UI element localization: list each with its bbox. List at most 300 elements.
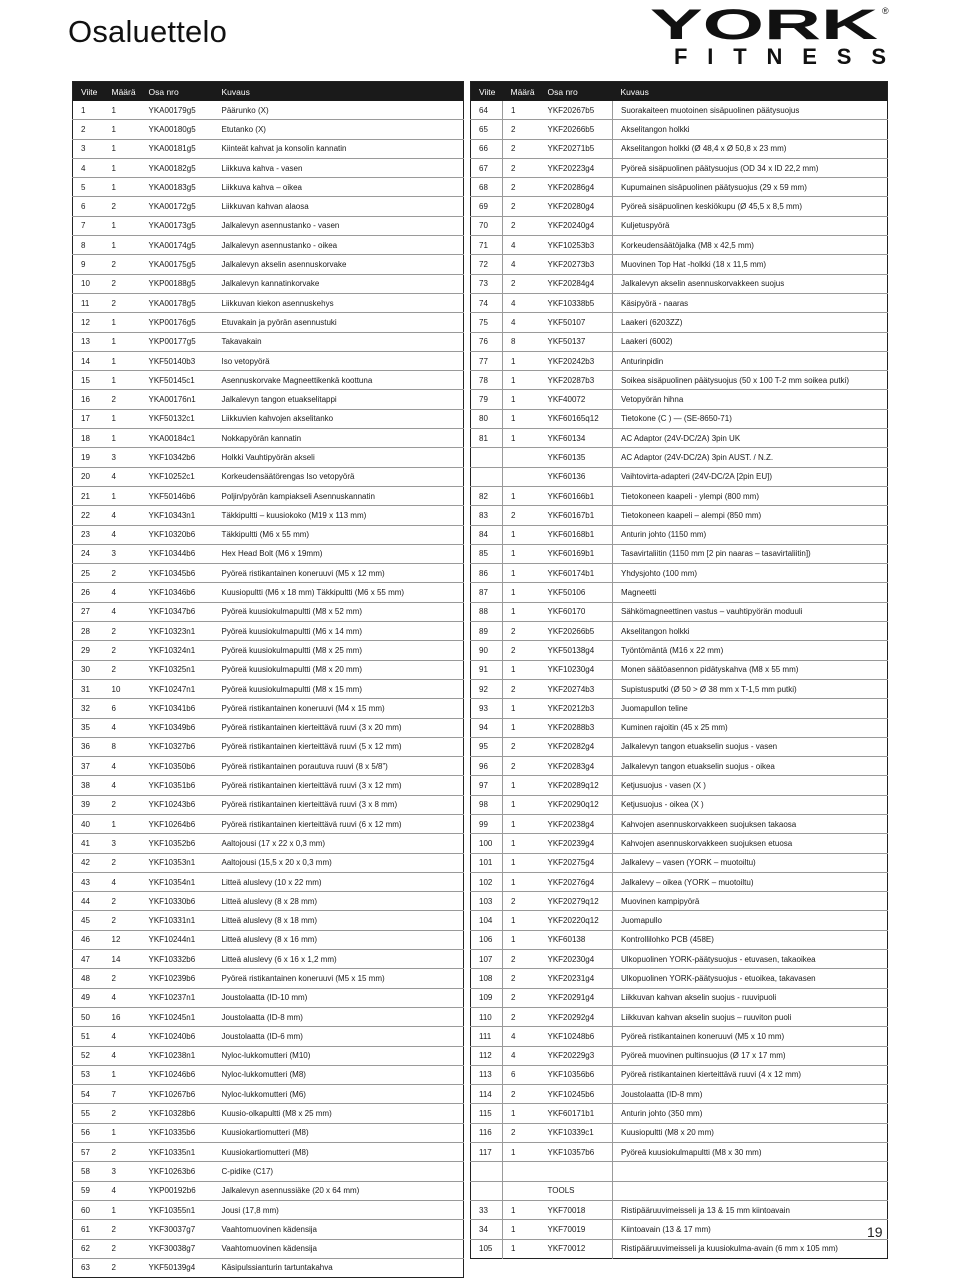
cell-maara: 2 (503, 1085, 540, 1104)
cell-maara: 1 (503, 351, 540, 370)
cell-kuvaus: Pyöreä ristikantainen porautuva ruuvi (8 x 5/8”) (214, 757, 464, 776)
table-row (73, 853, 464, 872)
cell-kuvaus (613, 1181, 888, 1200)
cell-osa-nro: YKF40072 (540, 390, 613, 409)
cell-osa-nro: YKA00181g5 (141, 139, 214, 158)
header-maara: Määrä (503, 82, 540, 102)
table-row (471, 930, 888, 949)
table-row (73, 544, 464, 563)
cell-viite: 86 (471, 564, 503, 583)
cell-osa-nro: YKF10335n1 (141, 1143, 214, 1162)
logo-york-text: YORK (650, 2, 878, 49)
cell-osa-nro: YKF10341b6 (141, 699, 214, 718)
cell-viite: 104 (471, 911, 503, 930)
cell-kuvaus: Supistusputki (Ø 50 > Ø 38 mm x T-1,5 mm putki) (613, 679, 888, 698)
cell-viite: 60 (73, 1200, 104, 1219)
table-row (73, 795, 464, 814)
cell-viite: 99 (471, 814, 503, 833)
cell-maara: 1 (503, 776, 540, 795)
cell-osa-nro: YKF10339c1 (540, 1123, 613, 1142)
cell-osa-nro: YKP00177g5 (141, 332, 214, 351)
cell-maara: 1 (503, 1143, 540, 1162)
cell-osa-nro: YKF10245b6 (540, 1085, 613, 1104)
table-row (471, 506, 888, 525)
cell-osa-nro: YKP00176g5 (141, 313, 214, 332)
cell-osa-nro: YKF10320b6 (141, 525, 214, 544)
table-row (73, 602, 464, 621)
table-row (471, 699, 888, 718)
cell-maara: 1 (503, 911, 540, 930)
cell-kuvaus: Poljin/pyörän kampiakseli Asennuskannatin (214, 486, 464, 505)
cell-maara: 2 (104, 274, 141, 293)
cell-viite: 53 (73, 1065, 104, 1084)
cell-kuvaus: Takavakain (214, 332, 464, 351)
table-row (471, 313, 888, 332)
cell-viite: 34 (471, 1220, 503, 1239)
cell-kuvaus: Päärunko (X) (221, 105, 269, 115)
cell-maara: 1 (104, 313, 141, 332)
cell-osa-nro: YKF50140b3 (141, 351, 214, 370)
cell-kuvaus: Jalkalevy – vasen (YORK – muotoiltu) (613, 853, 888, 872)
cell-maara: 1 (503, 371, 540, 390)
cell-maara (503, 448, 540, 467)
cell-osa-nro: YKF10350b6 (141, 757, 214, 776)
table-header-row (471, 82, 888, 102)
cell-kuvaus: Laakeri (6002) (613, 332, 888, 351)
cell-maara: 2 (503, 120, 540, 139)
table-row (73, 622, 464, 641)
cell-maara: 2 (104, 660, 141, 679)
cell-viite: 55 (73, 1104, 104, 1123)
cell-viite: 62 (73, 1239, 104, 1258)
cell-kuvaus: Kuminen rajoitin (45 x 25 mm) (613, 718, 888, 737)
cell-osa-nro: YKF20282g4 (540, 737, 613, 756)
cell-kuvaus: Liikkuvan kiekon asennuskehys (214, 293, 464, 312)
cell-viite (471, 467, 503, 486)
cell-maara: 1 (104, 158, 141, 177)
cell-maara: 1 (503, 930, 540, 949)
cell-kuvaus: Tietokoneen kaapeli – alempi (850 mm) (613, 506, 888, 525)
table-row (471, 853, 888, 872)
cell-osa-nro: YKF10328b6 (141, 1104, 214, 1123)
cell-kuvaus: Litteä aluslevy (6 x 16 x 1,2 mm) (214, 950, 464, 969)
cell-maara: 1 (503, 1104, 540, 1123)
cell-maara: 2 (503, 988, 540, 1007)
cell-kuvaus: Korkeudensäätöjalka (M8 x 42,5 mm) (613, 236, 888, 255)
cell-osa-nro: YKF30037g7 (141, 1220, 214, 1239)
cell-kuvaus: Pyöreä ristikantainen koneruuvi (M5 x 10 mm) (613, 1027, 888, 1046)
cell-kuvaus: Pyöreä ristikantainen kierteittävä ruuvi (3 x 20 mm) (214, 718, 464, 737)
table-row (471, 988, 888, 1007)
table-row (471, 814, 888, 833)
cell-maara: 2 (503, 757, 540, 776)
cell-maara: 4 (104, 1046, 141, 1065)
table-row (73, 583, 464, 602)
cell-maara: 1 (104, 332, 141, 351)
cell-kuvaus: Ulkopuolinen YORK-päätysuojus - etuoikea, takavasen (613, 969, 888, 988)
cell-osa-nro: YKF10253b3 (540, 236, 613, 255)
cell-maara: 2 (503, 950, 540, 969)
cell-osa-nro: YKA00179g5 (148, 105, 196, 115)
table-row (73, 506, 464, 525)
cell-osa-nro: YKF10263b6 (141, 1162, 214, 1181)
cell-kuvaus: Joustolaatta (ID-8 mm) (214, 1007, 464, 1026)
cell-osa-nro: YKF10267b6 (141, 1085, 214, 1104)
cell-osa-nro: YKF20266b5 (540, 622, 613, 641)
cell-viite: 98 (471, 795, 503, 814)
cell-kuvaus: Pyöreä kuusiokulmapultti (M8 x 20 mm) (214, 660, 464, 679)
cell-viite: 7 (73, 216, 104, 235)
cell-viite: 110 (471, 1007, 503, 1026)
cell-maara: 6 (503, 1065, 540, 1084)
cell-kuvaus: Pyöreä kuusiokulmapultti (M8 x 25 mm) (214, 641, 464, 660)
cell-maara: 2 (104, 853, 141, 872)
cell-kuvaus: Jalkalevyn tangon etuakselitappi (214, 390, 464, 409)
cell-kuvaus: Kupumainen sisäpuolinen päätysuojus (29 x 59 mm) (613, 178, 888, 197)
cell-maara: 4 (503, 1027, 540, 1046)
table-row (73, 390, 464, 409)
cell-kuvaus: Jalkalevyn asennussiäke (20 x 64 mm) (214, 1181, 464, 1200)
table-row (73, 371, 464, 390)
cell-osa-nro: YKF10353n1 (141, 853, 214, 872)
table-row (73, 139, 464, 158)
cell-maara (503, 1162, 540, 1181)
cell-kuvaus: Litteä aluslevy (8 x 18 mm) (214, 911, 464, 930)
cell-maara: 1 (503, 602, 540, 621)
table-row (73, 1220, 464, 1239)
cell-osa-nro: YKF60134 (540, 429, 613, 448)
cell-viite: 52 (73, 1046, 104, 1065)
cell-maara: 1 (503, 795, 540, 814)
cell-maara: 1 (104, 371, 141, 390)
cell-maara: 1 (503, 814, 540, 833)
cell-kuvaus: Muovinen Top Hat -holkki (18 x 11,5 mm) (613, 255, 888, 274)
cell-viite: 102 (471, 872, 503, 891)
cell-viite: 49 (73, 988, 104, 1007)
cell-maara: 2 (104, 892, 141, 911)
cell-osa-nro: YKF70012 (540, 1239, 613, 1258)
table-row (471, 467, 888, 486)
table-row (471, 950, 888, 969)
cell-maara: 4 (104, 988, 141, 1007)
cell-viite: 15 (73, 371, 104, 390)
cell-maara: 4 (104, 872, 141, 891)
cell-maara: 4 (503, 313, 540, 332)
cell-kuvaus (613, 1162, 888, 1181)
cell-kuvaus: Vetopyörän hihna (613, 390, 888, 409)
cell-osa-nro: YKF20267b5 (547, 105, 595, 115)
cell-osa-nro: YKF10335b6 (141, 1123, 214, 1142)
table-row (73, 216, 464, 235)
cell-maara: 4 (503, 1046, 540, 1065)
table-row (73, 1200, 464, 1219)
cell-osa-nro: YKF10356b6 (540, 1065, 613, 1084)
cell-osa-nro: YKF60167b1 (540, 506, 613, 525)
cell-viite: 68 (471, 178, 503, 197)
cell-kuvaus: Liikkuva kahva - vasen (214, 158, 464, 177)
cell-maara: 4 (503, 293, 540, 312)
cell-maara: 2 (104, 197, 141, 216)
cell-maara: 2 (503, 679, 540, 698)
cell-kuvaus: Kuusio-olkapultti (M8 x 25 mm) (214, 1104, 464, 1123)
table-row (471, 757, 888, 776)
cell-kuvaus: Akselitangon holkki (613, 120, 888, 139)
table-row (73, 448, 464, 467)
cell-viite: 9 (73, 255, 104, 274)
cell-maara: 2 (104, 564, 141, 583)
cell-viite: 47 (73, 950, 104, 969)
cell-kuvaus: AC Adaptor (24V-DC/2A) 3pin UK (613, 429, 888, 448)
cell-maara: 8 (503, 332, 540, 351)
cell-maara: 2 (503, 158, 540, 177)
table-row (471, 1104, 888, 1123)
cell-osa-nro: YKF10324n1 (141, 641, 214, 660)
cell-viite: 10 (73, 274, 104, 293)
cell-viite: 64 (471, 101, 503, 120)
cell-osa-nro: YKF60171b1 (540, 1104, 613, 1123)
cell-kuvaus: AC Adaptor (24V-DC/2A) 3pin AUST. / N.Z. (613, 448, 888, 467)
cell-osa-nro: YKF50107 (540, 313, 613, 332)
cell-viite: 48 (73, 969, 104, 988)
cell-maara: 1 (104, 1123, 141, 1142)
table-row (73, 197, 464, 216)
cell-osa-nro: YKF20212b3 (540, 699, 613, 718)
cell-maara: 1 (503, 1200, 540, 1219)
cell-kuvaus: Hex Head Bolt (M6 x 19mm) (214, 544, 464, 563)
cell-maara: 14 (104, 950, 141, 969)
parts-table-right-body (471, 101, 888, 1258)
table-row (471, 1123, 888, 1142)
cell-viite: 84 (471, 525, 503, 544)
cell-viite: 12 (73, 313, 104, 332)
cell-viite: 24 (73, 544, 104, 563)
cell-osa-nro: YKF10332b6 (141, 950, 214, 969)
table-row (73, 409, 464, 428)
cell-osa-nro: YKF60166b1 (540, 486, 613, 505)
cell-viite: 8 (73, 236, 104, 255)
cell-viite: 43 (73, 872, 104, 891)
table-row (73, 101, 464, 120)
cell-maara: 4 (104, 467, 141, 486)
cell-osa-nro: YKF60136 (540, 467, 613, 486)
cell-kuvaus: Pyöreä ristikantainen kierteittävä ruuvi (3 x 8 mm) (214, 795, 464, 814)
cell-kuvaus: Pyöreä kuusiokulmapultti (M8 x 52 mm) (214, 602, 464, 621)
cell-maara: 1 (503, 564, 540, 583)
table-row (73, 718, 464, 737)
table-row (471, 544, 888, 563)
cell-kuvaus: Pyöreä ristikantainen kierteittävä ruuvi (5 x 12 mm) (214, 737, 464, 756)
cell-viite: 105 (471, 1239, 503, 1258)
cell-viite: 28 (73, 622, 104, 641)
cell-kuvaus: Muovinen kampipyörä (613, 892, 888, 911)
table-row (471, 429, 888, 448)
cell-viite: 115 (471, 1104, 503, 1123)
cell-kuvaus: Joustolaatta (ID-10 mm) (214, 988, 464, 1007)
cell-kuvaus: Pyöreä sisäpuolinen keskiökupu (Ø 45,5 x 8,5 mm) (613, 197, 888, 216)
cell-kuvaus: Joustolaatta (ID-6 mm) (214, 1027, 464, 1046)
cell-maara: 2 (503, 892, 540, 911)
cell-viite: 82 (471, 486, 503, 505)
cell-kuvaus: Pyöreä ristikantainen kierteittävä ruuvi (3 x 12 mm) (214, 776, 464, 795)
cell-maara: 3 (104, 834, 141, 853)
cell-osa-nro: YKF20220q12 (540, 911, 613, 930)
cell-osa-nro: YKF20229g3 (540, 1046, 613, 1065)
cell-viite: 51 (73, 1027, 104, 1046)
table-row (73, 486, 464, 505)
cell-osa-nro: YKF20271b5 (540, 139, 613, 158)
table-row (471, 197, 888, 216)
cell-viite: 22 (73, 506, 104, 525)
table-row (471, 101, 888, 120)
cell-osa-nro: YKF10248b6 (540, 1027, 613, 1046)
cell-viite: 14 (73, 351, 104, 370)
cell-kuvaus: Vaahtomuovinen kädensija (214, 1239, 464, 1258)
cell-maara: 4 (104, 525, 141, 544)
cell-osa-nro: YKF50139g4 (141, 1258, 214, 1277)
cell-viite: 32 (73, 699, 104, 718)
cell-osa-nro: YKF50145c1 (141, 371, 214, 390)
cell-kuvaus: Magneetti (613, 583, 888, 602)
cell-osa-nro: YKF10327b6 (141, 737, 214, 756)
cell-maara: 8 (104, 737, 141, 756)
cell-maara: 1 (104, 814, 141, 833)
cell-osa-nro: YKF10331n1 (141, 911, 214, 930)
cell-kuvaus: Käsipulssianturin tartuntakahva (214, 1258, 464, 1277)
cell-osa-nro: YKF10349b6 (141, 718, 214, 737)
cell-kuvaus: Kuusiopultti (M6 x 18 mm) Täkkipultti (M6 x 55 mm) (214, 583, 464, 602)
cell-maara: 4 (503, 236, 540, 255)
cell-osa-nro: YKF20286g4 (540, 178, 613, 197)
table-row (73, 467, 464, 486)
cell-viite: 97 (471, 776, 503, 795)
cell-osa-nro: YKF70019 (540, 1220, 613, 1239)
cell-osa-nro: YKF70018 (540, 1200, 613, 1219)
cell-viite: 40 (73, 814, 104, 833)
cell-viite: 20 (73, 467, 104, 486)
cell-maara: 1 (104, 1200, 141, 1219)
cell-maara: 4 (104, 506, 141, 525)
table-row (73, 699, 464, 718)
cell-viite: 6 (73, 197, 104, 216)
cell-maara: 2 (104, 795, 141, 814)
table-row (471, 622, 888, 641)
cell-maara: 1 (104, 216, 141, 235)
cell-viite: 33 (471, 1200, 503, 1219)
cell-maara: 2 (503, 622, 540, 641)
cell-maara: 4 (104, 1181, 141, 1200)
table-row (471, 371, 888, 390)
cell-maara: 2 (503, 178, 540, 197)
cell-osa-nro: YKF10355n1 (141, 1200, 214, 1219)
cell-osa-nro: YKF10239b6 (141, 969, 214, 988)
cell-viite: 67 (471, 158, 503, 177)
table-row (73, 120, 464, 139)
cell-maara: 1 (503, 834, 540, 853)
cell-kuvaus: C-pidike (C17) (214, 1162, 464, 1181)
cell-osa-nro: YKF30038g7 (141, 1239, 214, 1258)
cell-maara: 2 (503, 969, 540, 988)
cell-maara: 1 (503, 660, 540, 679)
cell-viite: 107 (471, 950, 503, 969)
cell-maara: 2 (503, 737, 540, 756)
cell-maara: 1 (511, 105, 516, 115)
cell-viite: 106 (471, 930, 503, 949)
cell-viite (471, 1162, 503, 1181)
cell-viite: 113 (471, 1065, 503, 1084)
cell-osa-nro: YKA00180g5 (141, 120, 214, 139)
cell-osa-nro: YKF50146b6 (141, 486, 214, 505)
cell-kuvaus: Iso vetopyörä (214, 351, 464, 370)
cell-viite: 1 (81, 105, 86, 115)
cell-kuvaus: Soikea sisäpuolinen päätysuojus (50 x 100 T-2 mm soikea putki) (613, 371, 888, 390)
cell-maara: 4 (104, 718, 141, 737)
cell-osa-nro: YKF10247n1 (141, 679, 214, 698)
cell-viite: 19 (73, 448, 104, 467)
cell-osa-nro: YKF10325n1 (141, 660, 214, 679)
table-row (73, 313, 464, 332)
table-row (471, 1220, 888, 1239)
cell-viite: 114 (471, 1085, 503, 1104)
cell-osa-nro: TOOLS (540, 1181, 613, 1200)
cell-osa-nro: YKF20231g4 (540, 969, 613, 988)
cell-viite: 17 (73, 409, 104, 428)
cell-maara: 1 (503, 390, 540, 409)
cell-kuvaus: Juomapullon teline (613, 699, 888, 718)
table-row (471, 718, 888, 737)
cell-osa-nro: YKF60169b1 (540, 544, 613, 563)
cell-viite: 23 (73, 525, 104, 544)
cell-osa-nro: YKF10243b6 (141, 795, 214, 814)
cell-viite: 5 (73, 178, 104, 197)
cell-kuvaus: Tietokone (C ) — (SE-8650-71) (613, 409, 888, 428)
cell-viite: 58 (73, 1162, 104, 1181)
cell-kuvaus: Jalkalevyn tangon etuakselin suojus - vasen (613, 737, 888, 756)
cell-kuvaus: Akselitangon holkki (613, 622, 888, 641)
cell-kuvaus: Asennuskorvake Magneettikenkä koottuna (214, 371, 464, 390)
cell-viite: 38 (73, 776, 104, 795)
table-row (471, 332, 888, 351)
cell-osa-nro: YKF10347b6 (141, 602, 214, 621)
cell-kuvaus: Jalkalevyn tangon etuakselin suojus - oikea (613, 757, 888, 776)
cell-osa-nro: YKA00175g5 (141, 255, 214, 274)
cell-osa-nro: YKA00173g5 (141, 216, 214, 235)
cell-osa-nro: YKA00184c1 (141, 429, 214, 448)
cell-osa-nro: YKF20283g4 (540, 757, 613, 776)
page-title: Osaluettelo (68, 14, 228, 49)
table-row (471, 602, 888, 621)
cell-viite: 13 (73, 332, 104, 351)
cell-viite: 116 (471, 1123, 503, 1142)
table-row (73, 564, 464, 583)
cell-osa-nro: YKF60170 (540, 602, 613, 621)
parts-table-left (72, 81, 464, 1278)
cell-maara: 1 (104, 486, 141, 505)
cell-osa-nro: YKF50132c1 (141, 409, 214, 428)
cell-kuvaus: Pyöreä ristikantainen koneruuvi (M5 x 15 mm) (214, 969, 464, 988)
table-row (471, 795, 888, 814)
cell-kuvaus: Täkkipultti – kuusiokoko (M19 x 113 mm) (214, 506, 464, 525)
cell-viite: 59 (73, 1181, 104, 1200)
cell-maara: 2 (104, 1143, 141, 1162)
cell-maara: 4 (503, 255, 540, 274)
table-row (73, 911, 464, 930)
cell-osa-nro: YKF20287b3 (540, 371, 613, 390)
table-row (73, 178, 464, 197)
table-row (471, 776, 888, 795)
table-row (73, 158, 464, 177)
cell-kuvaus: Aaltojousi (17 x 22 x 0,3 mm) (214, 834, 464, 853)
cell-kuvaus: Nyloc-lukkomutteri (M6) (214, 1085, 464, 1104)
